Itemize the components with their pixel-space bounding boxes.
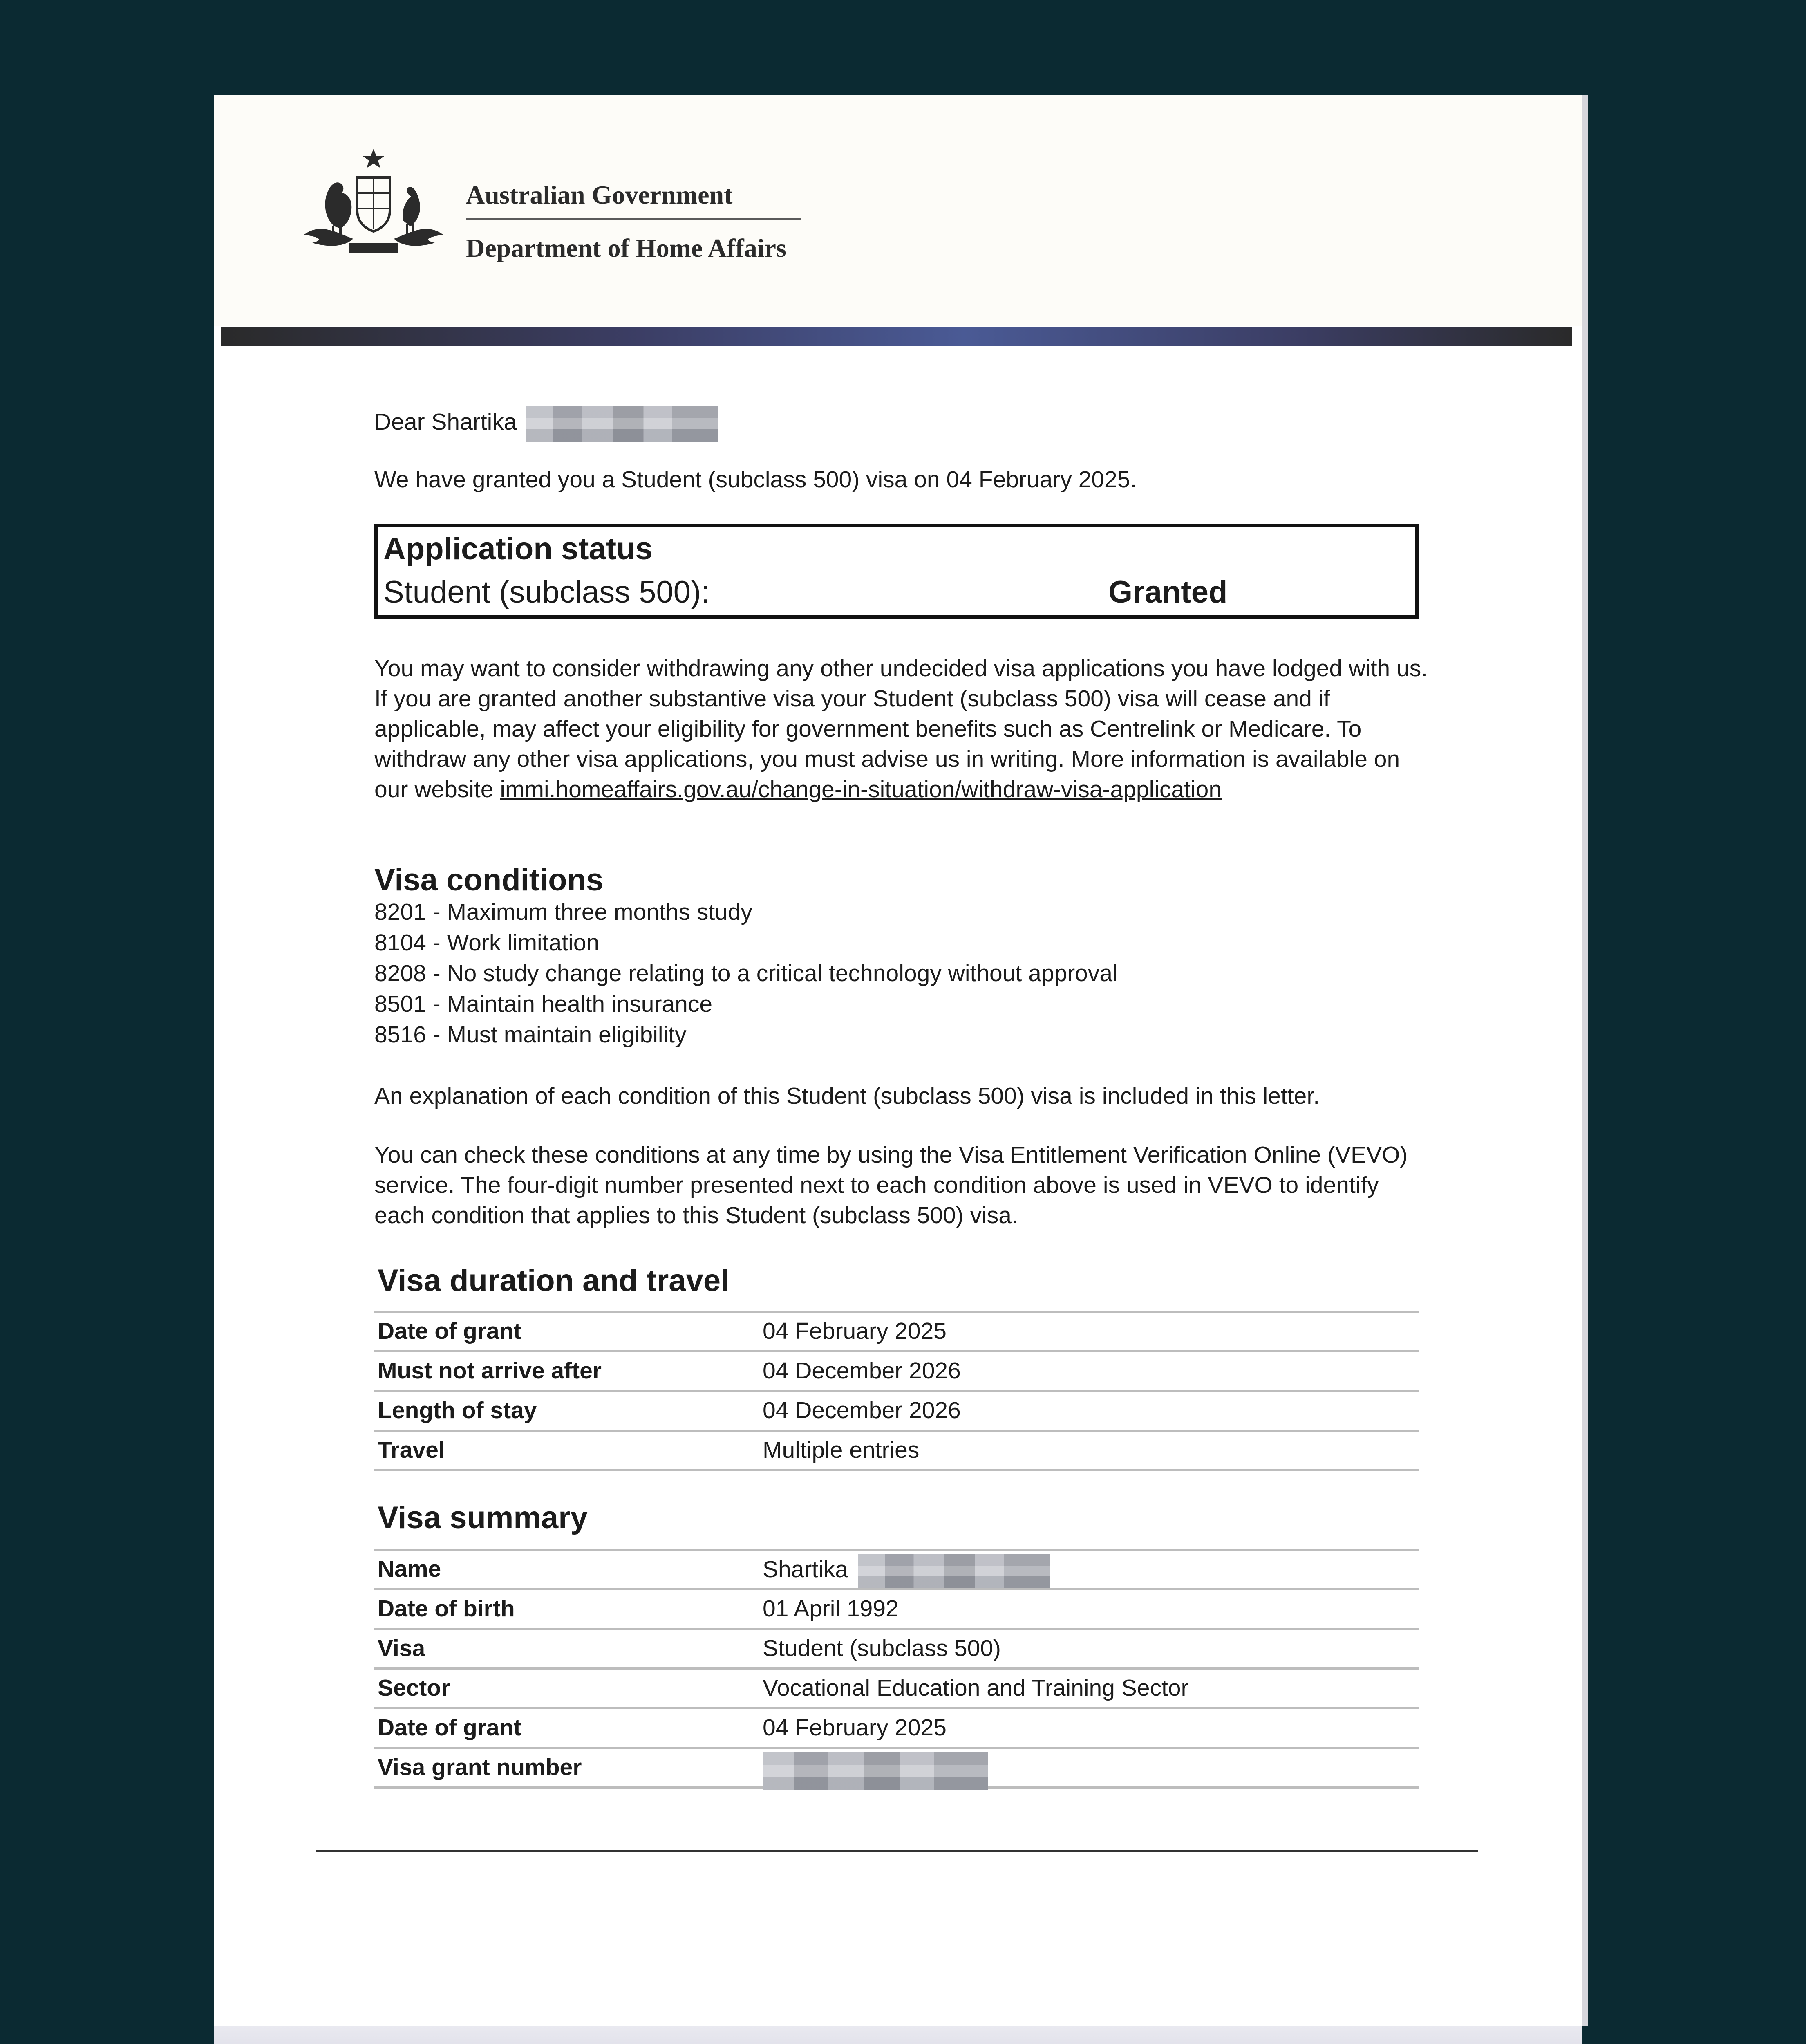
summary-table xyxy=(374,1549,1419,1788)
row-label: Visa xyxy=(378,1635,425,1661)
vevo-paragraph: You can check these conditions at any time by using the Visa Entitlement Verification Online (VEVO) service. The four-digit number presented next to each condition above is used in VEVO to identify each condition that applies to this Student (subclass 500) visa. xyxy=(374,1142,1408,1228)
row-value: 04 February 2025 xyxy=(763,1318,947,1344)
duration-heading: Visa duration and travel xyxy=(378,1263,730,1298)
salutation xyxy=(374,406,718,442)
row-value: 04 February 2025 xyxy=(763,1715,947,1741)
page-divider xyxy=(316,1850,1478,1852)
table-row xyxy=(374,1313,1419,1352)
status-title: Application status xyxy=(383,531,653,566)
row-value: 04 December 2026 xyxy=(763,1397,961,1423)
table-row xyxy=(374,1709,1419,1749)
header-banner xyxy=(221,327,1572,346)
row-value: Multiple entries xyxy=(763,1437,920,1463)
table-row xyxy=(374,1352,1419,1392)
row-label: Date of grant xyxy=(378,1715,521,1741)
row-label: Date of birth xyxy=(378,1596,515,1622)
row-label: Sector xyxy=(378,1675,450,1701)
redacted-grant-number xyxy=(763,1752,988,1790)
application-status-box xyxy=(374,524,1419,619)
grant-sentence: We have granted you a Student (subclass 500) visa on 04 February 2025. xyxy=(374,466,1137,493)
salutation-text: Dear Shartika xyxy=(374,409,517,435)
row-label: Name xyxy=(378,1556,441,1582)
condition-item: 8501 - Maintain health insurance xyxy=(374,991,713,1017)
condition-item: 8208 - No study change relating to a critical technology without approval xyxy=(374,960,1118,986)
table-row xyxy=(374,1670,1419,1709)
duration-table xyxy=(374,1311,1419,1471)
status-value: Granted xyxy=(1108,575,1228,610)
row-value: Student (subclass 500) xyxy=(763,1635,1001,1661)
row-label: Length of stay xyxy=(378,1397,537,1423)
condition-item: 8516 - Must maintain eligibility xyxy=(374,1022,687,1048)
page-gap xyxy=(214,2026,1582,2044)
row-label: Travel xyxy=(378,1437,445,1463)
row-label: Must not arrive after xyxy=(378,1358,602,1384)
coat-of-arms-icon xyxy=(296,145,451,259)
row-label: Date of grant xyxy=(378,1318,521,1344)
header-divider xyxy=(466,218,801,220)
department-name: Department of Home Affairs xyxy=(466,233,786,262)
withdraw-paragraph xyxy=(374,653,1437,805)
table-row xyxy=(374,1551,1419,1590)
status-label: Student (subclass 500): xyxy=(383,575,710,610)
condition-item: 8201 - Maximum three months study xyxy=(374,899,753,925)
conditions-explanation: An explanation of each condition of this Student (subclass 500) visa is included in this letter. xyxy=(374,1083,1320,1109)
summary-heading: Visa summary xyxy=(378,1500,588,1535)
redacted-surname xyxy=(526,406,718,442)
letter-page-1 xyxy=(214,95,1582,2026)
table-row xyxy=(374,1392,1419,1432)
table-row xyxy=(374,1749,1419,1788)
row-label: Visa grant number xyxy=(378,1754,582,1780)
table-row xyxy=(374,1590,1419,1630)
condition-item: 8104 - Work limitation xyxy=(374,930,600,956)
row-value: Vocational Education and Training Sector xyxy=(763,1675,1189,1701)
government-name: Australian Government xyxy=(466,180,733,209)
withdraw-link[interactable]: immi.homeaffairs.gov.au/change-in-situation/withdraw-visa-application xyxy=(500,776,1222,802)
redacted-surname xyxy=(858,1554,1050,1588)
withdraw-text: You may want to consider withdrawing any other undecided visa applications you have lodged with us. If you are granted another substantive visa your Student (subclass 500) visa will cease and if applicable, may affect your eligibility for government benefits such as Centrelink or Medicare. To withdraw any other visa applications, you must advise us in writing. More information is available on our website xyxy=(374,655,1428,802)
row-value xyxy=(763,1752,988,1790)
row-value xyxy=(763,1554,1050,1588)
row-value: 01 April 1992 xyxy=(763,1596,899,1622)
table-row xyxy=(374,1432,1419,1471)
table-row xyxy=(374,1630,1419,1670)
letter-header xyxy=(214,95,1582,326)
row-value: 04 December 2026 xyxy=(763,1358,961,1384)
name-value: Shartika xyxy=(763,1556,848,1583)
conditions-heading: Visa conditions xyxy=(374,863,604,897)
